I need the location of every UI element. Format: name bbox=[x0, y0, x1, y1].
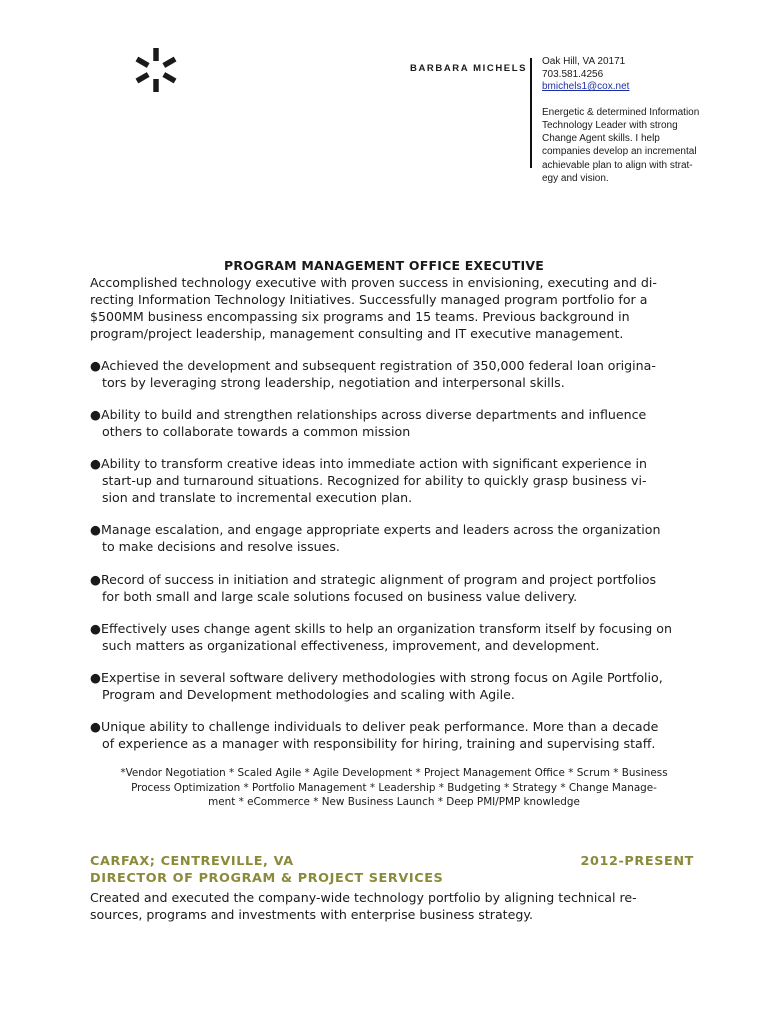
bullet-dot: ● bbox=[90, 456, 101, 471]
bullet-line: Effectively uses change agent skills to help an organization transform itself by focusing on bbox=[101, 621, 672, 636]
bullet-line: for both small and large scale solutions focused on business value delivery. bbox=[102, 589, 578, 604]
tagline-line: Technology Leader with strong bbox=[542, 119, 678, 131]
job-description bbox=[90, 889, 637, 923]
header-divider bbox=[530, 58, 532, 168]
skills-line: ment * eCommerce * New Business Launch * Deep PMI/PMP knowledge bbox=[208, 796, 580, 808]
candidate-name: BARBARA MICHELS bbox=[410, 63, 528, 74]
bullet-line: Unique ability to challenge individuals to deliver peak performance. More than a decade bbox=[101, 719, 659, 734]
bullet-line: Record of success in initiation and strategic alignment of program and project portfolios bbox=[101, 572, 657, 587]
tagline-line: achievable plan to align with strat- bbox=[542, 159, 693, 171]
address: Oak Hill, VA 20171 bbox=[542, 56, 626, 67]
bullet-dot: ● bbox=[90, 522, 101, 537]
bullet-dot: ● bbox=[90, 670, 101, 685]
skills-list bbox=[80, 766, 708, 810]
bullet-dot: ● bbox=[90, 358, 101, 373]
bullet-line: tors by leveraging strong leadership, negotiation and interpersonal skills. bbox=[102, 375, 565, 390]
tagline bbox=[542, 106, 717, 186]
job-title: DIRECTOR OF PROGRAM & PROJECT SERVICES bbox=[90, 871, 444, 886]
tagline-line: companies develop an incremental bbox=[542, 146, 697, 158]
skills-line: *Vendor Negotiation * Scaled Agile * Agile Development * Project Management Office * Scrum * Business bbox=[120, 767, 668, 779]
intro-line: $500MM business encompassing six programs and 15 teams. Previous background in bbox=[90, 309, 630, 324]
tagline-line: Change Agent skills. I help bbox=[542, 133, 660, 145]
intro-line: program/project leadership, management consulting and IT executive management. bbox=[90, 326, 624, 341]
bullet-line: of experience as a manager with responsibility for hiring, training and supervising staff. bbox=[102, 736, 656, 751]
bullet-item bbox=[90, 521, 661, 555]
bullet-line: Ability to transform creative ideas into immediate action with significant experience in bbox=[101, 456, 647, 471]
bullet-line: sion and translate to incremental execution plan. bbox=[102, 490, 413, 505]
bullet-item bbox=[90, 669, 663, 703]
bullet-line: start-up and turnaround situations. Recognized for ability to quickly grasp business vi- bbox=[102, 473, 647, 488]
phone: 703.581.4256 bbox=[542, 68, 604, 80]
bullet-dot: ● bbox=[90, 407, 101, 422]
bullet-line: Achieved the development and subsequent registration of 350,000 federal loan origina- bbox=[101, 358, 656, 373]
contact-block bbox=[542, 56, 717, 185]
asterisk-logo-icon bbox=[132, 46, 180, 94]
job-description-line: Created and executed the company-wide technology portfolio by aligning technical re- bbox=[90, 890, 637, 905]
bullet-line: Program and Development methodologies and scaling with Agile. bbox=[102, 687, 515, 702]
bullet-item bbox=[90, 357, 656, 391]
bullet-line: others to collaborate towards a common mission bbox=[102, 424, 411, 439]
email-link[interactable]: bmichels1@cox.net bbox=[542, 81, 630, 92]
job-company: CARFAX; CENTREVILLE, VA bbox=[90, 854, 294, 869]
job-description-line: sources, programs and investments with enterprise business strategy. bbox=[90, 907, 534, 922]
job-dates: 2012-PRESENT bbox=[580, 854, 694, 869]
bullet-dot: ● bbox=[90, 572, 101, 587]
intro-line: Accomplished technology executive with proven success in envisioning, executing and di- bbox=[90, 275, 657, 290]
bullet-item bbox=[90, 455, 647, 506]
bullet-item bbox=[90, 571, 656, 605]
bullet-line: to make decisions and resolve issues. bbox=[102, 539, 340, 554]
tagline-line: Energetic & determined Information bbox=[542, 106, 700, 118]
bullet-line: Manage escalation, and engage appropriate experts and leaders across the organization bbox=[101, 522, 661, 537]
bullet-line: Ability to build and strengthen relationships across diverse departments and influence bbox=[101, 407, 647, 422]
skills-line: Process Optimization * Portfolio Management * Leadership * Budgeting * Strategy * Change Manage- bbox=[131, 781, 657, 794]
bullet-dot: ● bbox=[90, 621, 101, 636]
bullet-line: such matters as organizational effectiveness, improvement, and development. bbox=[102, 638, 600, 653]
bullet-item bbox=[90, 718, 658, 752]
tagline-line: egy and vision. bbox=[542, 172, 609, 184]
summary-intro bbox=[90, 274, 657, 342]
bullet-item bbox=[90, 406, 646, 440]
bullet-item bbox=[90, 620, 672, 654]
bullet-dot: ● bbox=[90, 719, 101, 734]
bullet-line: Expertise in several software delivery methodologies with strong focus on Agile Portfolio, bbox=[101, 670, 663, 685]
intro-line: recting Information Technology Initiatives. Successfully managed program portfolio for a bbox=[90, 292, 648, 307]
section-title: PROGRAM MANAGEMENT OFFICE EXECUTIVE bbox=[224, 258, 544, 273]
